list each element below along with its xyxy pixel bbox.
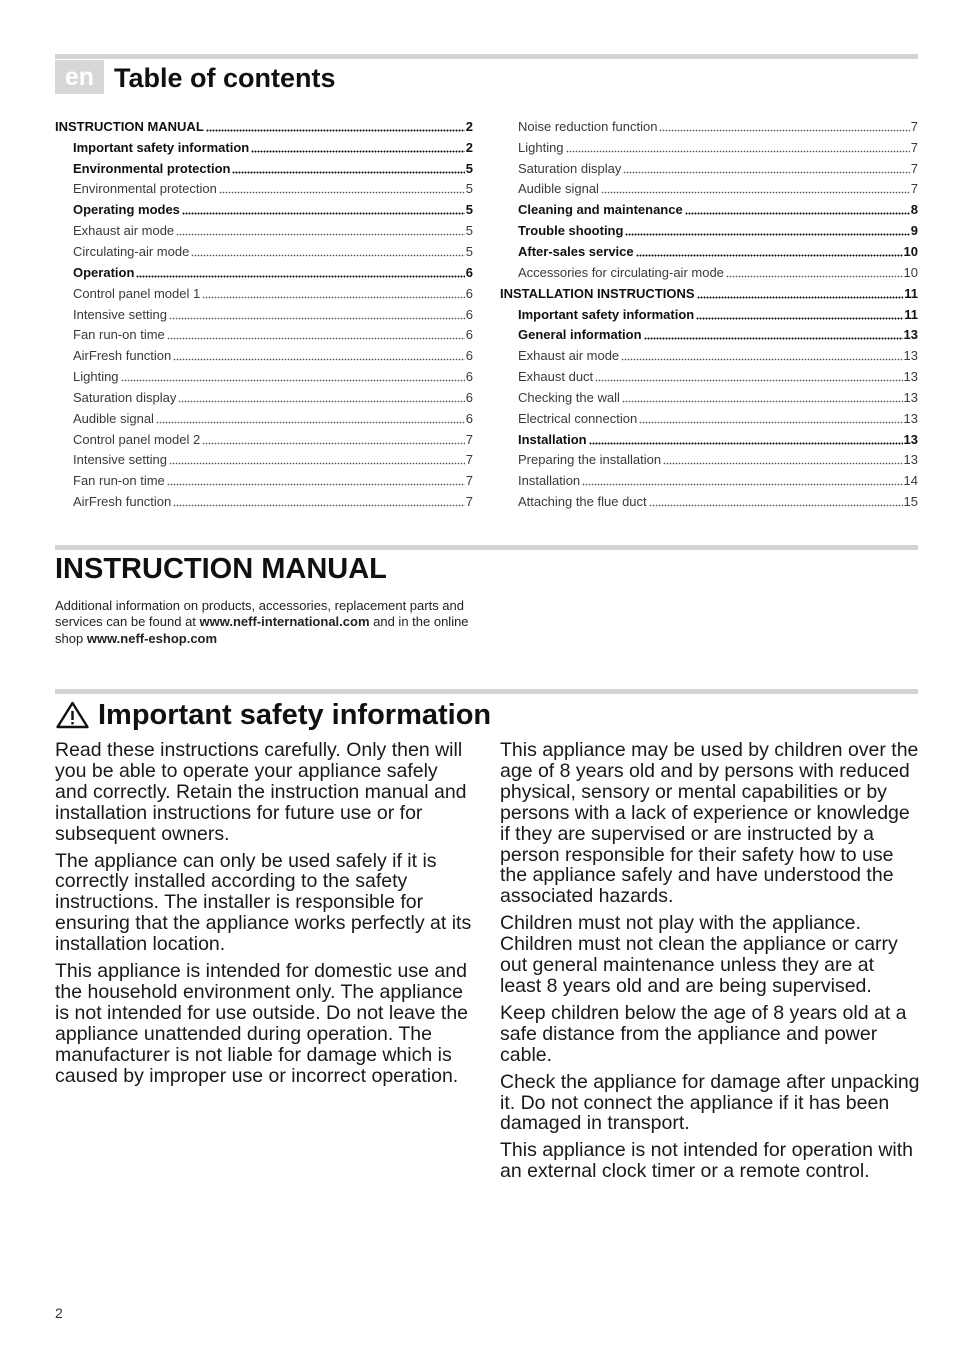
toc-entry-label: Cleaning and maintenance: [518, 202, 683, 218]
toc-entry-page: 6: [465, 369, 473, 385]
toc-entry-label: Environmental protection: [73, 181, 217, 197]
toc-entry[interactable]: [500, 220, 918, 241]
toc-entry[interactable]: [55, 158, 473, 179]
toc-leader-dots: [191, 254, 464, 257]
toc-entry[interactable]: [55, 116, 473, 137]
toc-entry[interactable]: [55, 429, 473, 450]
safety-paragraph: The appliance can only be used safely if it is correctly installed according to the safety instructions. The installer is responsible for ensuring that the appliance works perfectly at its installation location.: [55, 849, 472, 956]
toc-entry-page: 13: [903, 348, 918, 364]
safety-left-column: [55, 740, 475, 1093]
toc-leader-dots: [136, 275, 464, 278]
toc-leader-dots: [696, 317, 903, 320]
toc-entry-label: Accessories for circulating-air mode: [518, 264, 724, 280]
toc-entry-page: 6: [465, 348, 473, 364]
toc-entry-page: 5: [465, 202, 473, 218]
toc-entry[interactable]: [55, 199, 473, 220]
toc-entry-label: After-sales service: [518, 243, 634, 259]
toc-entry-label: Control panel model 1: [73, 285, 201, 301]
toc-entry-page: 10: [903, 264, 918, 280]
toc-leader-dots: [622, 400, 903, 403]
toc-leader-dots: [182, 212, 465, 215]
warning-triangle-icon: [55, 700, 90, 730]
toc-entry-page: 7: [465, 494, 473, 510]
toc-leader-dots: [595, 379, 902, 382]
top-divider: [55, 54, 918, 59]
safety-paragraph: Children must not play with the appliance. Children must not clean the appliance or carry out general maintenance unless they are at least 8 years old and are being supervised.: [500, 912, 898, 997]
toc-entry-page: 5: [465, 243, 473, 259]
toc-entry[interactable]: [500, 137, 918, 158]
toc-entry-label: Environmental protection: [73, 160, 231, 176]
toc-entry-page: 13: [903, 389, 918, 405]
toc-entry[interactable]: [55, 387, 473, 408]
toc-entry-label: Noise reduction function: [518, 118, 658, 134]
toc-leader-dots: [659, 129, 909, 132]
toc-leader-dots: [601, 191, 910, 194]
toc-entry-label: Saturation display: [73, 389, 177, 405]
toc-entry-page: 7: [910, 139, 918, 155]
toc-leader-dots: [202, 442, 465, 445]
toc-entry-page: 6: [465, 306, 473, 322]
language-badge: en: [55, 60, 104, 94]
toc-leader-dots: [566, 150, 910, 153]
toc-entry-label: INSTRUCTION MANUAL: [55, 118, 204, 134]
toc-leader-dots: [232, 171, 464, 174]
toc-entry-label: Operation: [73, 264, 135, 280]
toc-entry-label: Exhaust air mode: [73, 223, 175, 239]
toc-entry-label: Intensive setting: [73, 452, 167, 468]
toc-leader-dots: [156, 421, 465, 424]
toc-entry-page: 13: [903, 410, 918, 426]
toc-entry-label: AirFresh function: [73, 348, 172, 364]
page-number: 2: [55, 1305, 63, 1321]
toc-leader-dots: [649, 504, 903, 507]
toc-entry[interactable]: [55, 283, 473, 304]
toc-leader-dots: [219, 191, 465, 194]
toc-entry-page: 6: [465, 389, 473, 405]
toc-leader-dots: [251, 150, 465, 153]
intro-text: Additional information on products, accessories, replacement parts and services can be found at: [55, 598, 464, 630]
toc-entry[interactable]: [55, 179, 473, 200]
toc-entry[interactable]: [55, 345, 473, 366]
toc-leader-dots: [202, 296, 465, 299]
toc-entry-label: Audible signal: [518, 181, 599, 197]
toc-entry-label: Lighting: [73, 369, 119, 385]
toc-leader-dots: [625, 233, 909, 236]
toc-entry[interactable]: [500, 387, 918, 408]
toc-entry-page: 7: [910, 118, 918, 134]
toc-entry[interactable]: [55, 262, 473, 283]
safety-paragraph: This appliance is intended for domestic use and the household environment only. The appliance is not intended for use outside. Do not leave the appliance unattended during operation. The manufacturer is not liable for damage which is caused by improper use or incorrect operation.: [55, 960, 469, 1087]
toc-entry-page: 10: [903, 243, 918, 259]
toc-leader-dots: [169, 462, 465, 465]
toc-entry-label: General information: [518, 327, 642, 343]
toc-leader-dots: [173, 358, 465, 361]
toc-entry[interactable]: [55, 450, 473, 471]
toc-entry[interactable]: [500, 304, 918, 325]
toc-leader-dots: [685, 212, 910, 215]
toc-leader-dots: [582, 483, 902, 486]
toc-entry-page: 5: [465, 223, 473, 239]
toc-entry-label: Fan run-on time: [73, 473, 165, 489]
toc-entry[interactable]: [55, 137, 473, 158]
toc-entry-page: 7: [465, 431, 473, 447]
toc-entry[interactable]: [500, 450, 918, 471]
safety-paragraph: This appliance may be used by children over the age of 8 years old and by persons with reduced physical, sensory or mental capabilities or by persons with a lack of experience or knowledge if they are supervised or are instructed by a person responsible for their safety how to use the appliance safely and have understood the associated hazards.: [500, 739, 919, 908]
toc-entry-label: Preparing the installation: [518, 452, 662, 468]
toc-entry[interactable]: [500, 491, 918, 512]
toc-leader-dots: [167, 483, 465, 486]
toc-entry-label: Control panel model 2: [73, 431, 201, 447]
toc-entry[interactable]: [500, 262, 918, 283]
toc-entry[interactable]: [55, 470, 473, 491]
toc-leader-dots: [621, 358, 902, 361]
toc-entry-page: 7: [910, 181, 918, 197]
toc-right-column: [500, 116, 918, 512]
toc-entry[interactable]: [55, 408, 473, 429]
neff-international-link[interactable]: www.neff-international.com: [199, 614, 370, 630]
toc-entry[interactable]: [500, 345, 918, 366]
toc-entry-label: Important safety information: [73, 139, 250, 155]
toc-leader-dots: [636, 254, 903, 257]
toc-entry-page: 9: [910, 223, 918, 239]
toc-entry-page: 6: [465, 285, 473, 301]
toc-entry-page: 11: [904, 306, 918, 322]
toc-entry-label: Installation: [518, 431, 587, 447]
toc-entry-label: Exhaust air mode: [518, 348, 620, 364]
toc-entry[interactable]: [55, 241, 473, 262]
toc-entry-label: Audible signal: [73, 410, 154, 426]
toc-leader-dots: [169, 317, 465, 320]
safety-title: Important safety information: [98, 699, 492, 731]
toc-entry[interactable]: [500, 199, 918, 220]
toc-entry[interactable]: [500, 408, 918, 429]
toc-entry[interactable]: [55, 366, 473, 387]
toc-entry-label: Lighting: [518, 139, 564, 155]
toc-entry-page: 8: [910, 202, 918, 218]
toc-entry-label: Checking the wall: [518, 389, 620, 405]
toc-entry-page: 13: [903, 327, 918, 343]
toc-entry[interactable]: [500, 470, 918, 491]
toc-entry-label: Fan run-on time: [73, 327, 165, 343]
safety-heading: [55, 697, 491, 733]
toc-entry-page: 13: [903, 431, 918, 447]
toc-entry-label: Installation: [518, 473, 581, 489]
toc-entry-page: 7: [465, 473, 473, 489]
toc-entry-page: 7: [465, 452, 473, 468]
toc-entry[interactable]: [500, 158, 918, 179]
toc-leader-dots: [178, 400, 464, 403]
toc-entry-label: Circulating-air mode: [73, 243, 190, 259]
toc-entry[interactable]: [500, 429, 918, 450]
toc-entry[interactable]: [55, 220, 473, 241]
toc-entry-label: Electrical connection: [518, 410, 638, 426]
toc-entry-page: 2: [465, 139, 473, 155]
toc-leader-dots: [167, 337, 465, 340]
toc-entry[interactable]: [500, 283, 918, 304]
toc-entry-page: 14: [903, 473, 918, 489]
toc-entry-page: 6: [465, 410, 473, 426]
toc-entry-page: 11: [904, 285, 918, 301]
toc-leader-dots: [589, 442, 903, 445]
toc-entry-label: Operating modes: [73, 202, 180, 218]
manual-intro: [55, 598, 475, 647]
safety-right-column: [500, 740, 920, 1188]
toc-title: Table of contents: [114, 63, 336, 93]
toc-leader-dots: [121, 379, 465, 382]
toc-entry-page: 6: [465, 264, 473, 280]
toc-entry[interactable]: [500, 366, 918, 387]
toc-entry[interactable]: [55, 491, 473, 512]
toc-leader-dots: [644, 337, 903, 340]
toc-leader-dots: [639, 421, 902, 424]
safety-divider: [55, 689, 918, 694]
toc-entry-label: INSTALLATION INSTRUCTIONS: [500, 285, 695, 301]
toc-leader-dots: [623, 171, 909, 174]
safety-paragraph: This appliance is not intended for operation with an external clock timer or a remote control.: [500, 1139, 914, 1183]
toc-entry-label: Intensive setting: [73, 306, 167, 322]
manual-divider: [55, 545, 918, 550]
toc-leader-dots: [697, 296, 904, 299]
toc-entry-label: Saturation display: [518, 160, 622, 176]
toc-entry[interactable]: [500, 116, 918, 137]
toc-entry-page: 2: [465, 118, 473, 134]
neff-eshop-link[interactable]: www.neff-eshop.com: [86, 630, 218, 646]
toc-entry[interactable]: [55, 324, 473, 345]
safety-paragraph: Read these instructions carefully. Only then will you be able to operate your appliance safely and correctly. Retain the instruction manual and installation instructions for future use or for subsequent owners.: [55, 739, 467, 845]
toc-entry-label: Trouble shooting: [518, 223, 624, 239]
toc-entry-label: AirFresh function: [73, 494, 172, 510]
toc-left-column: [55, 116, 473, 512]
toc-entry-label: Exhaust duct: [518, 369, 594, 385]
toc-entry[interactable]: [500, 241, 918, 262]
toc-entry-page: 5: [465, 160, 473, 176]
toc-entry[interactable]: [500, 179, 918, 200]
toc-leader-dots: [176, 233, 465, 236]
toc-entry-page: 5: [465, 181, 473, 197]
toc-leader-dots: [173, 504, 465, 507]
toc-leader-dots: [726, 275, 903, 278]
toc-leader-dots: [663, 462, 902, 465]
toc-leader-dots: [206, 129, 465, 132]
toc-entry-page: 6: [465, 327, 473, 343]
manual-heading: INSTRUCTION MANUAL: [55, 553, 387, 585]
intro-text-middle: and in the online shop: [55, 614, 469, 646]
toc-entry-label: Attaching the flue duct: [518, 494, 647, 510]
toc-entry-page: 13: [903, 452, 918, 468]
toc-entry-page: 13: [903, 369, 918, 385]
toc-entry-page: 15: [903, 494, 918, 510]
toc-entry-page: 7: [910, 160, 918, 176]
toc-entry[interactable]: [500, 324, 918, 345]
safety-paragraph: Check the appliance for damage after unpacking it. Do not connect the appliance if it has been damaged in transport.: [500, 1070, 920, 1135]
safety-paragraph: Keep children below the age of 8 years old at a safe distance from the appliance and power cable.: [500, 1001, 907, 1066]
toc-entry[interactable]: [55, 304, 473, 325]
toc-entry-label: Important safety information: [518, 306, 695, 322]
